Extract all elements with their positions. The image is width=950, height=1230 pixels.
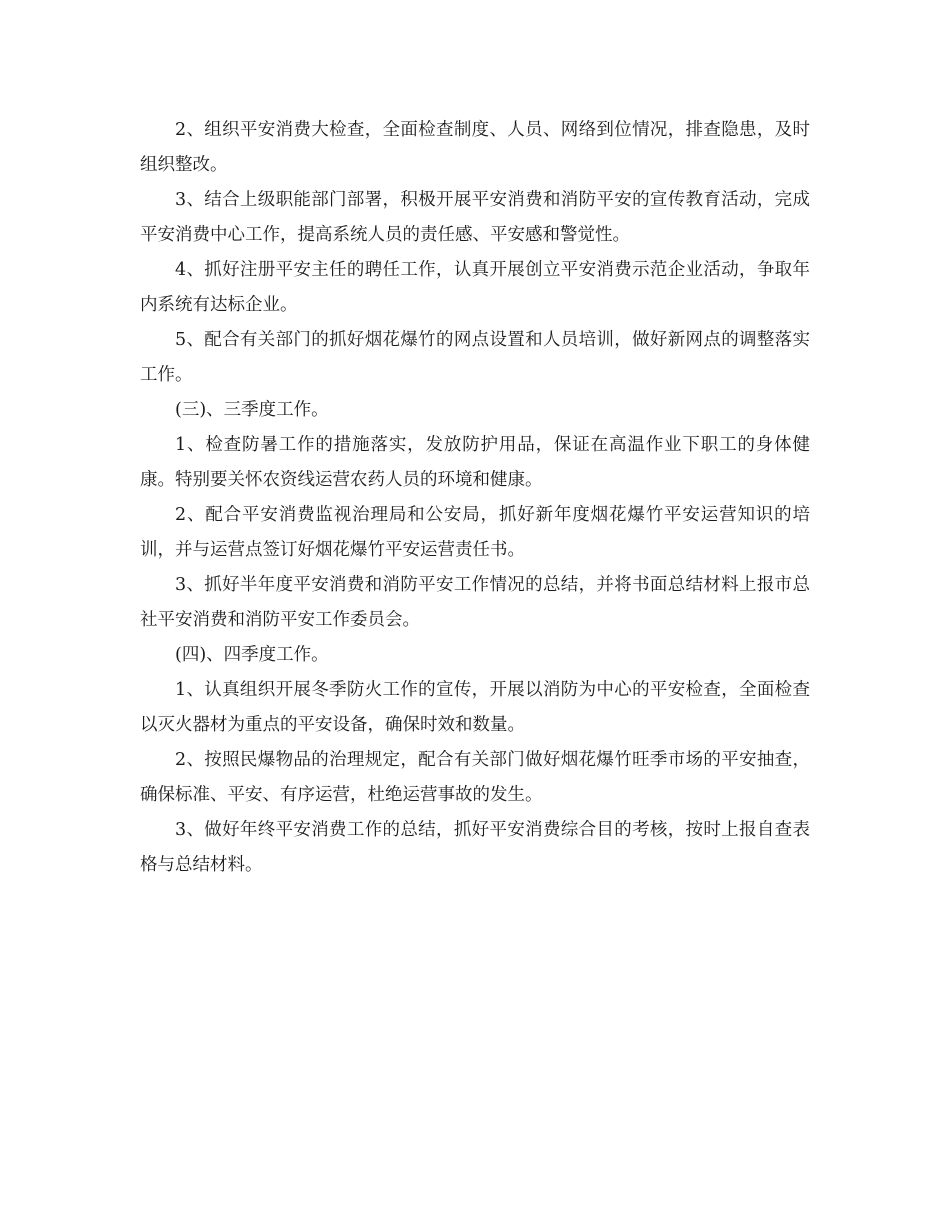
paragraph-q4-item-2-explosives: 2、按照民爆物品的治理规定，配合有关部门做好烟花爆竹旺季市场的平安抽查，确保标准、平安、有序运营，杜绝运营事故的发生。 bbox=[140, 750, 810, 805]
paragraph-q3-item-2-training: 2、配合平安消费监视治理局和公安局，抓好新年度烟花爆竹平安运营知识的培训，并与运营点签订好烟花爆竹平安运营责任书。 bbox=[140, 505, 810, 560]
paragraph-item-3-publicity-education: 3、结合上级职能部门部署，积极开展平安消费和消防平安的宣传教育活动，完成平安消费中心工作，提高系统人员的责任感、平安感和警觉性。 bbox=[140, 190, 810, 245]
document-body bbox=[140, 113, 810, 883]
paragraph-q4-item-1-winter-fire: 1、认真组织开展冬季防火工作的宣传，开展以消防为中心的平安检查，全面检查以灭火器材为重点的平安设备，确保时效和数量。 bbox=[140, 680, 810, 735]
section-heading-q4: (四)、四季度工作。 bbox=[175, 645, 329, 665]
paragraph-item-5-fireworks-outlets: 5、配合有关部门的抓好烟花爆竹的网点设置和人员培训，做好新网点的调整落实工作。 bbox=[140, 330, 810, 385]
paragraph-q3-item-1-heat-prevention: 1、检查防暑工作的措施落实，发放防护用品，保证在高温作业下职工的身体健康。特别要关怀农资线运营农药人员的环境和健康。 bbox=[140, 435, 810, 490]
paragraph-q3-item-3-half-year-summary: 3、抓好半年度平安消费和消防平安工作情况的总结，并将书面总结材料上报市总社平安消费和消防平安工作委员会。 bbox=[140, 575, 810, 630]
paragraph-item-4-safety-director: 4、抓好注册平安主任的聘任工作，认真开展创立平安消费示范企业活动，争取年内系统有达标企业。 bbox=[140, 260, 810, 315]
paragraph-item-2-safety-inspection: 2、组织平安消费大检查，全面检查制度、人员、网络到位情况，排查隐患，及时组织整改。 bbox=[140, 120, 810, 175]
paragraph-q4-item-3-year-end-summary: 3、做好年终平安消费工作的总结，抓好平安消费综合目的考核，按时上报自查表格与总结材料。 bbox=[140, 820, 810, 875]
section-heading-q3: (三)、三季度工作。 bbox=[175, 400, 329, 420]
